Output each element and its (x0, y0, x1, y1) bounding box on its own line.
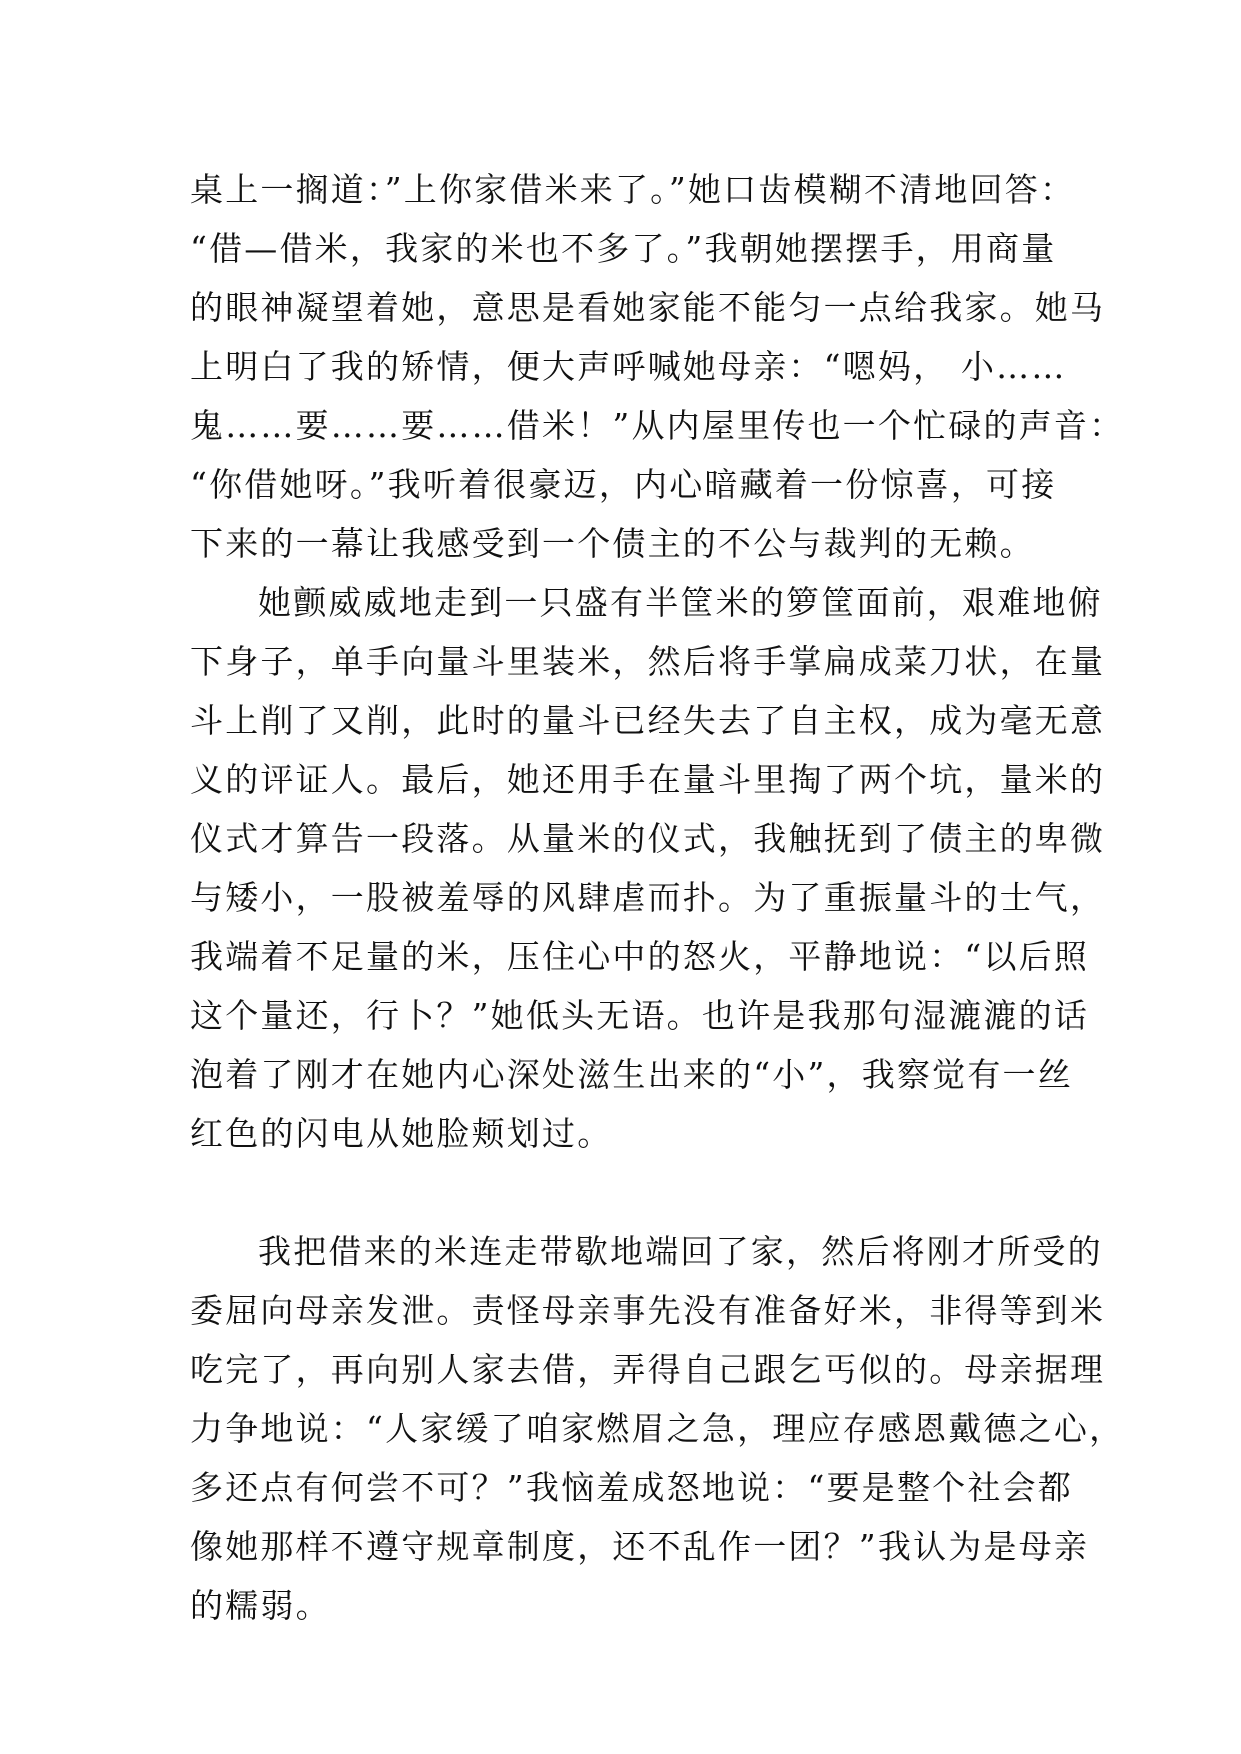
paragraph-3 (190, 1222, 1125, 1635)
text-line: 红色的闪电从她脸颊划过。 (190, 1114, 613, 1153)
text-line: 吃完了，再向别人家去借，弄得自己跟乞丐似的。母亲据理 (190, 1350, 1106, 1389)
text-line: 我把借来的米连走带歇地端回了家，然后将刚才所受的 (258, 1232, 1103, 1271)
text-line (190, 1163, 1080, 1222)
text-line: 委屈向母亲发泄。责怪母亲事先没有准备好米，非得等到米 (190, 1291, 1106, 1330)
text-line: 上明白了我的矫情，便大声呼喊她母亲：“嗯妈， 小…… (190, 347, 1067, 386)
text-line: 义的评证人。最后，她还用手在量斗里掏了两个坑，量米的 (190, 760, 1106, 799)
text-line: 像她那样不遵守规章制度，还不乱作一团？”我认为是母亲 (190, 1527, 1090, 1566)
text-line: 与矮小，一股被羞辱的风肆虐而扑。为了重振量斗的士气， (190, 878, 1106, 917)
text-line: 斗上削了又削，此时的量斗已经失去了自主权，成为毫无意 (190, 701, 1106, 740)
text-line: 下来的一幕让我感受到一个债主的不公与裁判的无赖。 (190, 524, 1035, 563)
text-line: 她颤威威地走到一只盛有半筐米的箩筐面前，艰难地俯 (258, 583, 1103, 622)
text-line: 多还点有何尝不可？”我恼羞成怒地说：“要是整个社会都 (190, 1468, 1073, 1507)
text-line: 这个量还，行卜？”她低头无语。也许是我那句湿漉漉的话 (190, 996, 1090, 1035)
paragraph-1 (190, 160, 1125, 573)
text-line: 泡着了刚才在她内心深处滋生出来的“小”，我察觉有一丝 (190, 1055, 1073, 1094)
text-line: 下身子，单手向量斗里装米，然后将手掌扁成菜刀状，在量 (190, 642, 1106, 681)
text-line: 桌上一搁道：”上你家借米来了。”她口齿模糊不清地回答： (190, 170, 1076, 209)
text-line: 的眼神凝望着她，意思是看她家能不能匀一点给我家。她马 (190, 288, 1106, 327)
paragraph-2 (190, 573, 1106, 1222)
text-line: 仪式才算告一段落。从量米的仪式，我触抚到了债主的卑微 (190, 819, 1106, 858)
text-line: “你借她呀。”我听着很豪迈，内心暗藏着一份惊喜，可接 (190, 465, 1057, 504)
document-page (190, 160, 1125, 1635)
text-line: 我端着不足量的米，压住心中的怒火，平静地说：“以后照 (190, 937, 1090, 976)
text-line: “借—借米，我家的米也不多了。”我朝她摆摆手，用商量 (190, 229, 1057, 268)
text-line: 鬼……要……要……借米！”从内屋里传也一个忙碌的声音： (190, 406, 1125, 445)
text-line: 的糯弱。 (190, 1586, 331, 1625)
text-line: 力争地说：“人家缓了咱家燃眉之急，理应存感恩戴德之心， (190, 1409, 1125, 1448)
